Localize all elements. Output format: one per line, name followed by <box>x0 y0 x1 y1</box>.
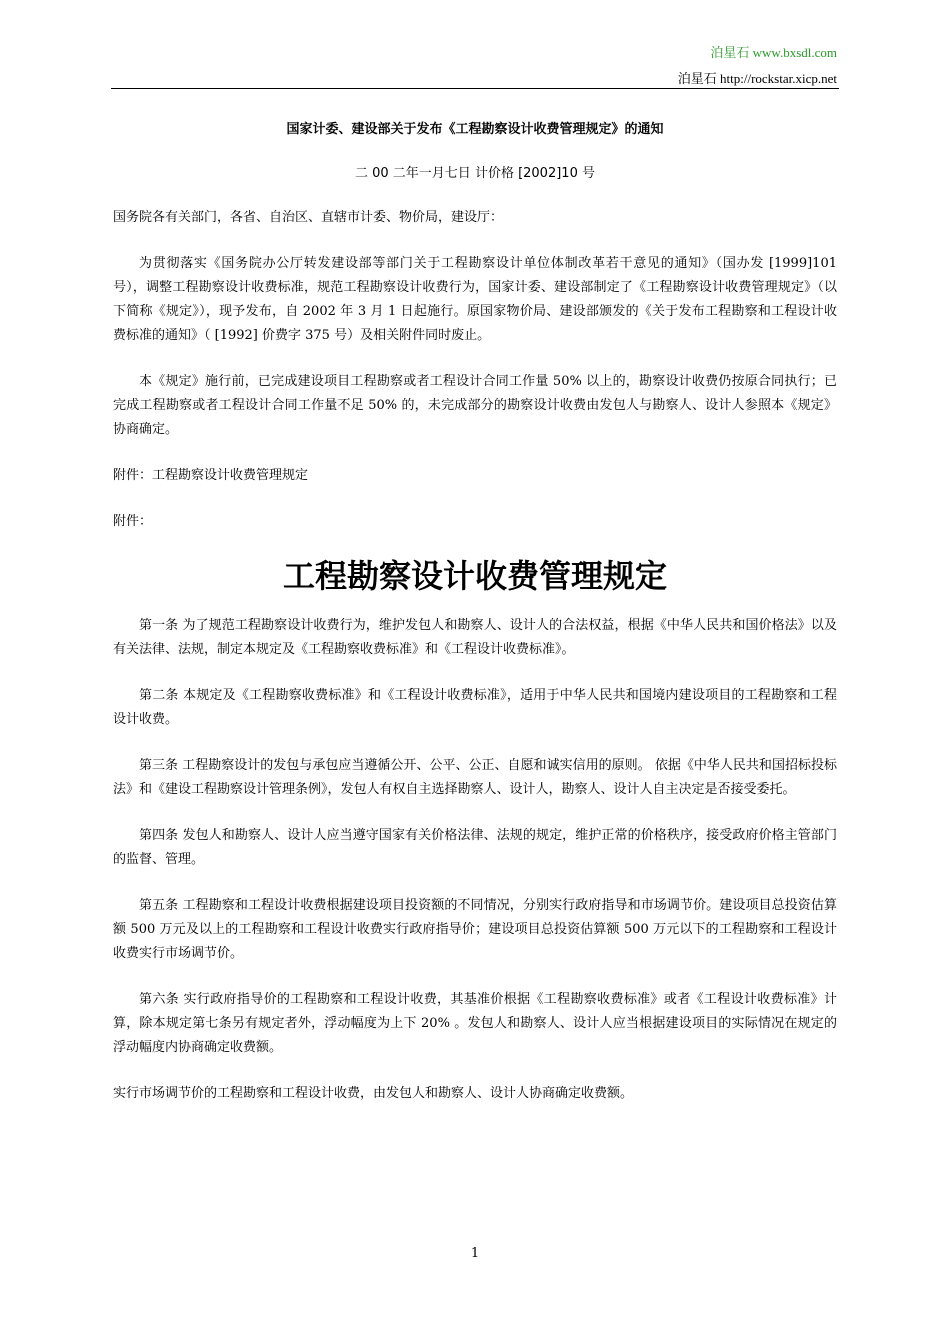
article-4: 第四条 发包人和勘察人、设计人应当遵守国家有关价格法律、法规的规定，维护正常的价格秩序，接受政府价格主管部门的监督、管理。 <box>113 828 837 867</box>
notice-paragraph-2: 本《规定》施行前，已完成建设项目工程勘察或者工程设计合同工作量 50% 以上的，勘察设计收费仍按原合同执行；已完成工程勘察或者工程设计合同工作量不足 50% 的，未完成部分的勘察设计收费由发包人与勘察人、设计人参照本《规定》协商确定。 <box>113 374 837 437</box>
closing-paragraph: 实行市场调节价的工程勘察和工程设计收费，由发包人和勘察人、设计人协商确定收费额。 <box>113 1086 634 1101</box>
attachment-label: 附件： <box>113 514 153 529</box>
notice-date: 二 00 二年一月七日 计价格 [2002]10 号 <box>355 166 595 181</box>
header-site-green: 泊星石 www.bxsdl.com <box>710 45 837 60</box>
header-site-black: 泊星石 http://rockstar.xicp.net <box>677 71 837 86</box>
attachment-reference: 附件：工程勘察设计收费管理规定 <box>113 468 309 483</box>
header-divider <box>111 88 839 89</box>
article-2: 第二条 本规定及《工程勘察收费标准》和《工程设计收费标准》，适用于中华人民共和国境内建设项目的工程勘察和工程设计收费。 <box>113 688 837 727</box>
article-3: 第三条 工程勘察设计的发包与承包应当遵循公开、公平、公正、自愿和诚实信用的原则。 依据《中华人民共和国招标投标法》和《建设工程勘察设计管理条例》，发包人有权自主选择勘察人、设计人，勘察人、设计人自主决定是否接受委托。 <box>113 758 837 797</box>
notice-title: 国家计委、建设部关于发布《工程勘察设计收费管理规定》的通知 <box>286 122 664 137</box>
article-5: 第五条 工程勘察和工程设计收费根据建设项目投资额的不同情况，分别实行政府指导和市场调节价。建设项目总投资估算额 500 万元及以上的工程勘察和工程设计收费实行政府指导价；建设项目总投资估算额 500 万元以下的工程勘察和工程设计收费实行市场调节价。 <box>113 898 837 961</box>
page-number: 1 <box>470 1246 480 1261</box>
document-body <box>113 118 837 1128</box>
notice-paragraph-1: 为贯彻落实《国务院办公厅转发建设部等部门关于工程勘察设计单位体制改革若干意见的通知》（国办发 [1999]101 号），调整工程勘察设计收费标准，规范工程勘察设计收费行为，国家计委、建设部制定了《工程勘察设计收费管理规定》（以下简称《规定》），现予发布，自 2002 年 3 月 1 日起施行。原国家物价局、建设部颁发的《关于发布工程勘察和工程设计收费标准的通知》（ [1992] 价费字 375 号）及相关附件同时废止。 <box>113 256 837 343</box>
notice-addressee: 国务院各有关部门，各省、自治区、直辖市计委、物价局，建设厅： <box>113 210 504 225</box>
article-6: 第六条 实行政府指导价的工程勘察和工程设计收费，其基准价根据《工程勘察收费标准》或者《工程设计收费标准》计算，除本规定第七条另有规定者外，浮动幅度为上下 20% 。发包人和勘察人、设计人应当根据建设项目的实际情况在规定的浮动幅度内协商确定收费额。 <box>113 992 837 1055</box>
article-1: 第一条 为了规范工程勘察设计收费行为，维护发包人和勘察人、设计人的合法权益，根据《中华人民共和国价格法》以及有关法律、法规，制定本规定及《工程勘察收费标准》和《工程设计收费标准》。 <box>113 618 837 657</box>
regulation-title: 工程勘察设计收费管理规定 <box>282 557 667 595</box>
